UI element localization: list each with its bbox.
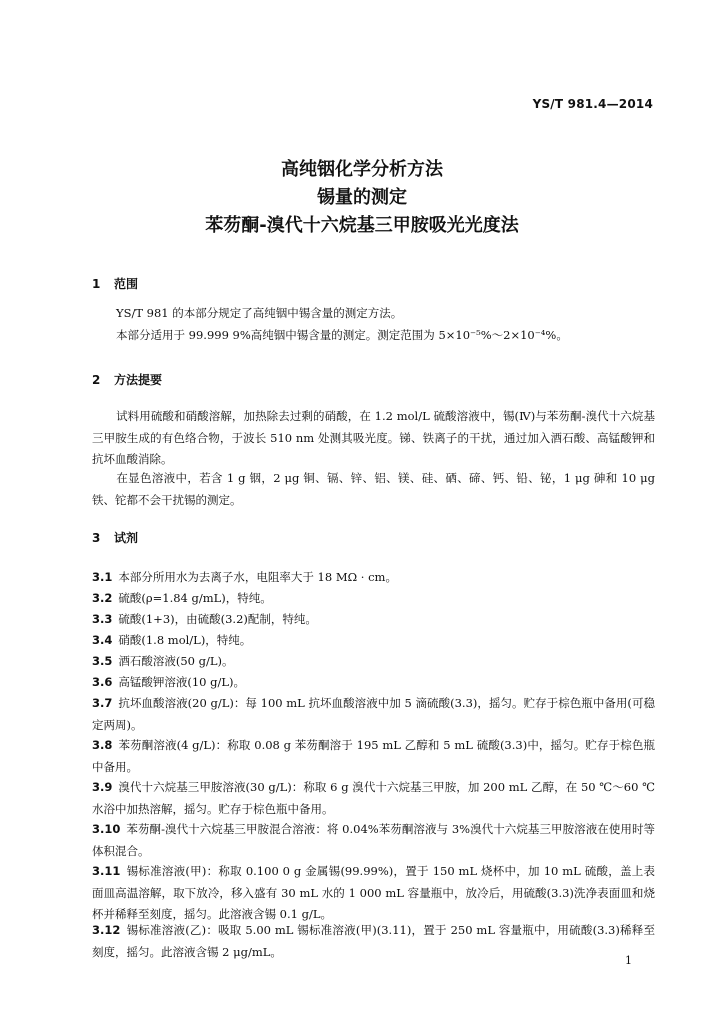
- list-item: 3.7 抗坏血酸溶液(20 g/L)：每 100 mL 抗坏血酸溶液中加 5 滴硫酸(3.3)，摇匀。贮存于棕色瓶中备用(可稳定两周)。: [92, 696, 655, 732]
- paragraph: 试料用硫酸和硝酸溶解，加热除去过剩的硝酸，在 1.2 mol/L 硫酸溶液中，锡(Ⅳ)与苯芴酮-溴代十六烷基三甲胺生成的有色络合物，于波长 510 nm 处测其吸光度。锑、铁离子的干扰，通过加入酒石酸、高锰酸钾和抗坏血酸消除。: [92, 409, 655, 466]
- list-item: 3.2 硫酸(ρ=1.84 g/mL)，特纯。: [92, 591, 272, 605]
- section-title: 方法提要: [114, 373, 163, 387]
- list-item: 3.9 溴代十六烷基三甲胺溶液(30 g/L)：称取 6 g 溴代十六烷基三甲胺，加 200 mL 乙醇，在 50 ℃～60 ℃水浴中加热溶解，摇匀。贮存于棕色瓶中备用。: [92, 780, 655, 816]
- section-number: 3: [92, 531, 101, 545]
- list-item: 3.5 酒石酸溶液(50 g/L)。: [92, 654, 234, 668]
- paragraph: 本部分适用于 99.999 9%高纯铟中锡含量的测定。测定范围为 5×10⁻⁵%～2×10⁻⁴%。: [116, 328, 568, 342]
- section-1-heading: [92, 275, 138, 292]
- list-item: 3.3 硫酸(1+3)，由硫酸(3.2)配制，特纯。: [92, 612, 317, 626]
- page-number: 1: [625, 954, 632, 967]
- section-number: 2: [92, 373, 101, 387]
- section-title: 试剂: [114, 531, 139, 545]
- title-line-2: 锡量的测定: [317, 187, 407, 208]
- list-item: 3.8 苯芴酮溶液(4 g/L)：称取 0.08 g 苯芴酮溶于 195 mL 乙醇和 5 mL 硫酸(3.3)中，摇匀。贮存于棕色瓶中备用。: [92, 738, 655, 774]
- section-2-heading: [92, 371, 162, 388]
- list-item: 3.10 苯芴酮-溴代十六烷基三甲胺混合溶液：将 0.04%苯芴酮溶液与 3%溴代十六烷基三甲胺溶液在使用时等体积混合。: [92, 822, 655, 858]
- standard-code: YS/T 981.4—2014: [532, 97, 653, 111]
- list-item: 3.1 本部分所用水为去离子水，电阻率大于 18 MΩ · cm。: [92, 570, 397, 584]
- paragraph: 在显色溶液中，若含 1 g 铟，2 μg 铜、镉、锌、铝、镁、硅、硒、碲、钙、铅、铋，1 μg 砷和 10 μg 铁、铊都不会干扰锡的测定。: [92, 471, 655, 507]
- section-number: 1: [92, 277, 101, 291]
- list-item: 3.4 硝酸(1.8 mol/L)，特纯。: [92, 633, 252, 647]
- list-item: 3.11 锡标准溶液(甲)：称取 0.100 0 g 金属锡(99.99%)，置于 150 mL 烧杯中，加 10 mL 硫酸，盖上表面皿高温溶解，取下放冷，移入盛有 30 mL 水的 1 000 mL 容量瓶中，放冷后，用硫酸(3.3)洗净表面皿和烧杯并稀释至刻度，摇匀。此溶液含锡 0.1 g/L。: [92, 864, 655, 921]
- section-3-heading: [92, 529, 138, 546]
- section-title: 范围: [114, 277, 139, 291]
- title-line-3: 苯芴酮-溴代十六烷基三甲胺吸光光度法: [205, 215, 519, 236]
- title-line-1: 高纯铟化学分析方法: [281, 159, 443, 180]
- document-title-block: [0, 156, 724, 240]
- list-item: 3.6 高锰酸钾溶液(10 g/L)。: [92, 675, 246, 689]
- list-item: 3.12 锡标准溶液(乙)：吸取 5.00 mL 锡标准溶液(甲)(3.11)，置于 250 mL 容量瓶中，用硫酸(3.3)稀释至刻度，摇匀。此溶液含锡 2 μg/mL。: [92, 923, 655, 959]
- paragraph: YS/T 981 的本部分规定了高纯铟中锡含量的测定方法。: [116, 306, 403, 320]
